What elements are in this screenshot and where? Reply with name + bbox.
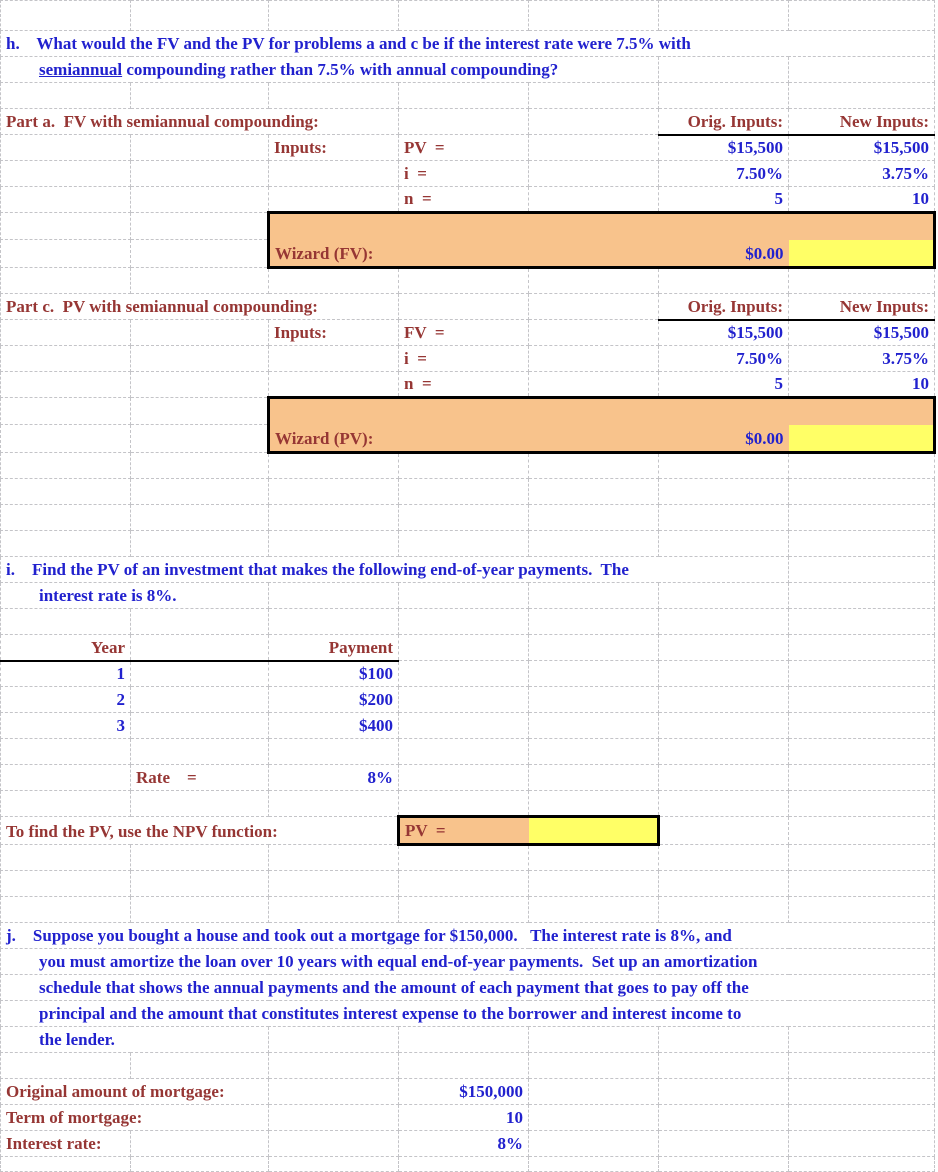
cell [1, 320, 131, 346]
cell [131, 635, 269, 661]
cell [789, 871, 935, 897]
cell [131, 871, 269, 897]
cell [131, 268, 269, 294]
cell [399, 609, 529, 635]
cell [529, 83, 659, 109]
part-a-pv-new-value: $15,500 [789, 135, 935, 161]
part-c-inputs-label: Inputs: [269, 320, 399, 346]
part-a-i-new-value: 3.75% [789, 161, 935, 187]
mortgage-amount-value: $150,000 [399, 1079, 529, 1105]
cell [131, 213, 269, 240]
cell [789, 57, 935, 83]
cell [1, 845, 131, 871]
cell [659, 1157, 789, 1172]
cell [789, 479, 935, 505]
wizard-pv-value: $0.00 [659, 425, 789, 453]
cell [399, 871, 529, 897]
cell [399, 453, 529, 479]
part-c-fv-orig-value: $15,500 [659, 320, 789, 346]
cell [1, 531, 131, 557]
npv-instruction: To find the PV, use the NPV function: [1, 817, 399, 845]
cell [659, 817, 789, 845]
part-c-fv-label: FV = [399, 320, 529, 346]
cell [789, 817, 935, 845]
cell [789, 557, 935, 583]
cell [1, 161, 131, 187]
cell [529, 372, 659, 398]
part-a-i-orig-value: 7.50% [659, 161, 789, 187]
question-i-line1: i. Find the PV of an investment that makes the following end-of-year payments. The [1, 557, 789, 583]
cell [399, 687, 529, 713]
cell [1, 1053, 131, 1079]
part-a-n-orig-value: 5 [659, 187, 789, 213]
year-1: 1 [1, 661, 131, 687]
mortgage-term-label: Term of mortgage: [1, 1105, 269, 1131]
cell [659, 268, 789, 294]
cell [529, 453, 659, 479]
question-j-line3: schedule that shows the annual payments and the amount of each payment that goes to pay off the [1, 975, 935, 1001]
cell [529, 240, 659, 268]
cell [1, 791, 131, 817]
cell [269, 1027, 399, 1053]
part-a-new-inputs-header: New Inputs: [789, 109, 935, 135]
cell [659, 897, 789, 923]
cell [269, 1105, 399, 1131]
wizard-fv-input-cell[interactable] [789, 240, 935, 268]
cell [131, 346, 269, 372]
cell [131, 425, 269, 453]
cell [659, 1027, 789, 1053]
payment-3: $400 [269, 713, 399, 739]
cell [131, 479, 269, 505]
cell [1, 346, 131, 372]
mortgage-rate-label: Interest rate: [1, 1131, 131, 1157]
cell [269, 1053, 399, 1079]
cell [529, 135, 659, 161]
cell [1, 765, 131, 791]
cell [1, 240, 131, 268]
cell [659, 635, 789, 661]
cell [1, 135, 131, 161]
cell [269, 83, 399, 109]
cell [269, 187, 399, 213]
rate-value: 8% [269, 765, 399, 791]
cell [529, 791, 659, 817]
cell [399, 240, 529, 268]
year-header: Year [1, 635, 131, 661]
wizard-fv-label: Wizard (FV): [269, 240, 399, 268]
cell [269, 609, 399, 635]
cell [269, 897, 399, 923]
payment-1: $100 [269, 661, 399, 687]
question-h-line1: h. What would the FV and the PV for problems a and c be if the interest rate were 7.5% with [1, 31, 935, 57]
cell [1, 609, 131, 635]
cell [131, 187, 269, 213]
cell [789, 661, 935, 687]
part-a-pv-label: PV = [399, 135, 529, 161]
cell [269, 1131, 399, 1157]
cell [529, 1079, 659, 1105]
cell [789, 1131, 935, 1157]
cell [399, 661, 529, 687]
cell [659, 83, 789, 109]
underlined-word-semiannual: semiannual [39, 60, 123, 79]
cell [789, 1157, 935, 1172]
cell [399, 845, 529, 871]
cell [131, 505, 269, 531]
cell [131, 845, 269, 871]
cell [529, 765, 659, 791]
cell [789, 1027, 935, 1053]
cell [529, 713, 659, 739]
cell [131, 531, 269, 557]
cell [269, 1079, 399, 1105]
cell [1, 871, 131, 897]
cell [1, 1, 131, 31]
cell [529, 739, 659, 765]
cell [789, 83, 935, 109]
cell [789, 791, 935, 817]
cell [659, 453, 789, 479]
cell [529, 479, 659, 505]
question-j-line4: principal and the amount that constitutes interest expense to the borrower and interest income to [1, 1001, 935, 1027]
part-c-i-orig-value: 7.50% [659, 346, 789, 372]
cell [399, 897, 529, 923]
cell [659, 531, 789, 557]
npv-pv-label: PV = [399, 817, 529, 845]
cell [399, 425, 529, 453]
part-c-title: Part c. PV with semiannual compounding: [1, 294, 399, 320]
question-j-line2: you must amortize the loan over 10 years with equal end-of-year payments. Set up an amortization [1, 949, 935, 975]
cell [529, 346, 659, 372]
cell [789, 845, 935, 871]
cell [399, 83, 529, 109]
cell [131, 661, 269, 687]
cell [1, 479, 131, 505]
cell [131, 1157, 269, 1172]
cell [269, 739, 399, 765]
cell [269, 505, 399, 531]
cell [529, 320, 659, 346]
cell [529, 505, 659, 531]
cell [529, 871, 659, 897]
cell [1, 897, 131, 923]
part-a-pv-orig-value: $15,500 [659, 135, 789, 161]
question-j-line1: j. Suppose you bought a house and took out a mortgage for $150,000. The interest rate is 8%, and [1, 923, 935, 949]
cell [131, 791, 269, 817]
part-c-fv-new-value: $15,500 [789, 320, 935, 346]
cell [399, 1157, 529, 1172]
cell [399, 294, 529, 320]
cell [399, 505, 529, 531]
cell [789, 268, 935, 294]
cell [659, 1053, 789, 1079]
cell [659, 871, 789, 897]
cell [529, 1131, 659, 1157]
cell [131, 161, 269, 187]
cell [529, 161, 659, 187]
cell [1, 372, 131, 398]
year-3: 3 [1, 713, 131, 739]
cell [659, 609, 789, 635]
cell [659, 1105, 789, 1131]
cell [269, 161, 399, 187]
cell [131, 609, 269, 635]
payment-2: $200 [269, 687, 399, 713]
part-a-n-label: n = [399, 187, 529, 213]
part-a-i-label: i = [399, 161, 529, 187]
cell [131, 135, 269, 161]
mortgage-amount-label: Original amount of mortgage: [1, 1079, 269, 1105]
cell [789, 609, 935, 635]
cell [659, 687, 789, 713]
cell [399, 531, 529, 557]
part-c-i-new-value: 3.75% [789, 346, 935, 372]
mortgage-term-value: 10 [399, 1105, 529, 1131]
cell [529, 1, 659, 31]
cell [529, 109, 659, 135]
cell [399, 635, 529, 661]
cell [131, 372, 269, 398]
cell [529, 531, 659, 557]
cell [1, 187, 131, 213]
cell [1, 268, 131, 294]
wizard-pv-input-cell[interactable] [789, 425, 935, 453]
cell [529, 845, 659, 871]
cell [399, 1, 529, 31]
wizard-pv-band [269, 398, 935, 425]
cell [131, 687, 269, 713]
question-j-line5: the lender. [1, 1027, 269, 1053]
year-2: 2 [1, 687, 131, 713]
cell [399, 479, 529, 505]
cell [529, 268, 659, 294]
cell [131, 1, 269, 31]
part-c-new-inputs-header: New Inputs: [789, 294, 935, 320]
payment-header: Payment [269, 635, 399, 661]
cell [131, 1053, 269, 1079]
cell [399, 109, 529, 135]
cell [659, 1079, 789, 1105]
cell [659, 713, 789, 739]
cell [269, 372, 399, 398]
part-a-orig-inputs-header: Orig. Inputs: [659, 109, 789, 135]
cell [269, 453, 399, 479]
cell [659, 1, 789, 31]
cell [529, 897, 659, 923]
question-i-line2: interest rate is 8%. [1, 583, 269, 609]
cell [131, 713, 269, 739]
part-c-n-label: n = [399, 372, 529, 398]
cell [131, 83, 269, 109]
cell [1, 739, 131, 765]
part-a-inputs-label: Inputs: [269, 135, 399, 161]
cell [659, 765, 789, 791]
cell [789, 687, 935, 713]
cell [529, 687, 659, 713]
cell [529, 294, 659, 320]
cell [789, 765, 935, 791]
cell [529, 187, 659, 213]
cell [399, 268, 529, 294]
cell [131, 739, 269, 765]
cell [659, 57, 789, 83]
cell [269, 791, 399, 817]
wizard-fv-value: $0.00 [659, 240, 789, 268]
cell [529, 1053, 659, 1079]
cell [789, 713, 935, 739]
cell [269, 1, 399, 31]
cell [789, 505, 935, 531]
cell [789, 1, 935, 31]
part-c-n-new-value: 10 [789, 372, 935, 398]
cell [1, 213, 131, 240]
cell [789, 1105, 935, 1131]
wizard-fv-band [269, 213, 935, 240]
cell [1, 505, 131, 531]
cell [789, 897, 935, 923]
part-c-i-label: i = [399, 346, 529, 372]
cell [269, 346, 399, 372]
cell [131, 398, 269, 425]
cell [529, 661, 659, 687]
cell [1, 83, 131, 109]
cell [269, 1157, 399, 1172]
cell [131, 240, 269, 268]
part-c-n-orig-value: 5 [659, 372, 789, 398]
cell [529, 635, 659, 661]
mortgage-rate-value: 8% [399, 1131, 529, 1157]
cell [1, 1157, 131, 1172]
cell [269, 479, 399, 505]
part-a-title: Part a. FV with semiannual compounding: [1, 109, 399, 135]
npv-pv-input-cell[interactable] [529, 817, 659, 845]
wizard-pv-label: Wizard (PV): [269, 425, 399, 453]
cell [659, 505, 789, 531]
cell [269, 268, 399, 294]
cell [659, 845, 789, 871]
cell [1, 425, 131, 453]
cell [529, 1027, 659, 1053]
cell [789, 583, 935, 609]
cell [659, 479, 789, 505]
part-c-orig-inputs-header: Orig. Inputs: [659, 294, 789, 320]
cell [269, 845, 399, 871]
cell [789, 531, 935, 557]
cell [131, 897, 269, 923]
cell [659, 739, 789, 765]
cell [399, 1053, 529, 1079]
cell [269, 583, 399, 609]
cell [659, 791, 789, 817]
cell [1, 453, 131, 479]
cell [659, 583, 789, 609]
cell [399, 713, 529, 739]
cell [789, 1079, 935, 1105]
cell [789, 739, 935, 765]
question-h-line2 [1, 57, 659, 83]
part-a-n-new-value: 10 [789, 187, 935, 213]
cell [789, 635, 935, 661]
cell [131, 1131, 269, 1157]
cell [1, 398, 131, 425]
cell [659, 661, 789, 687]
cell [529, 1105, 659, 1131]
question-h-line2-rest: compounding rather than 7.5% with annual compounding? [122, 60, 559, 79]
cell [399, 791, 529, 817]
cell [269, 531, 399, 557]
cell [659, 1131, 789, 1157]
cell [529, 425, 659, 453]
cell [399, 583, 529, 609]
rate-label: Rate = [131, 765, 269, 791]
cell [529, 583, 659, 609]
cell [399, 765, 529, 791]
cell [789, 453, 935, 479]
cell [529, 609, 659, 635]
cell [131, 320, 269, 346]
cell [399, 739, 529, 765]
cell [269, 871, 399, 897]
cell [789, 1053, 935, 1079]
cell [131, 453, 269, 479]
cell [529, 1157, 659, 1172]
cell [399, 1027, 529, 1053]
